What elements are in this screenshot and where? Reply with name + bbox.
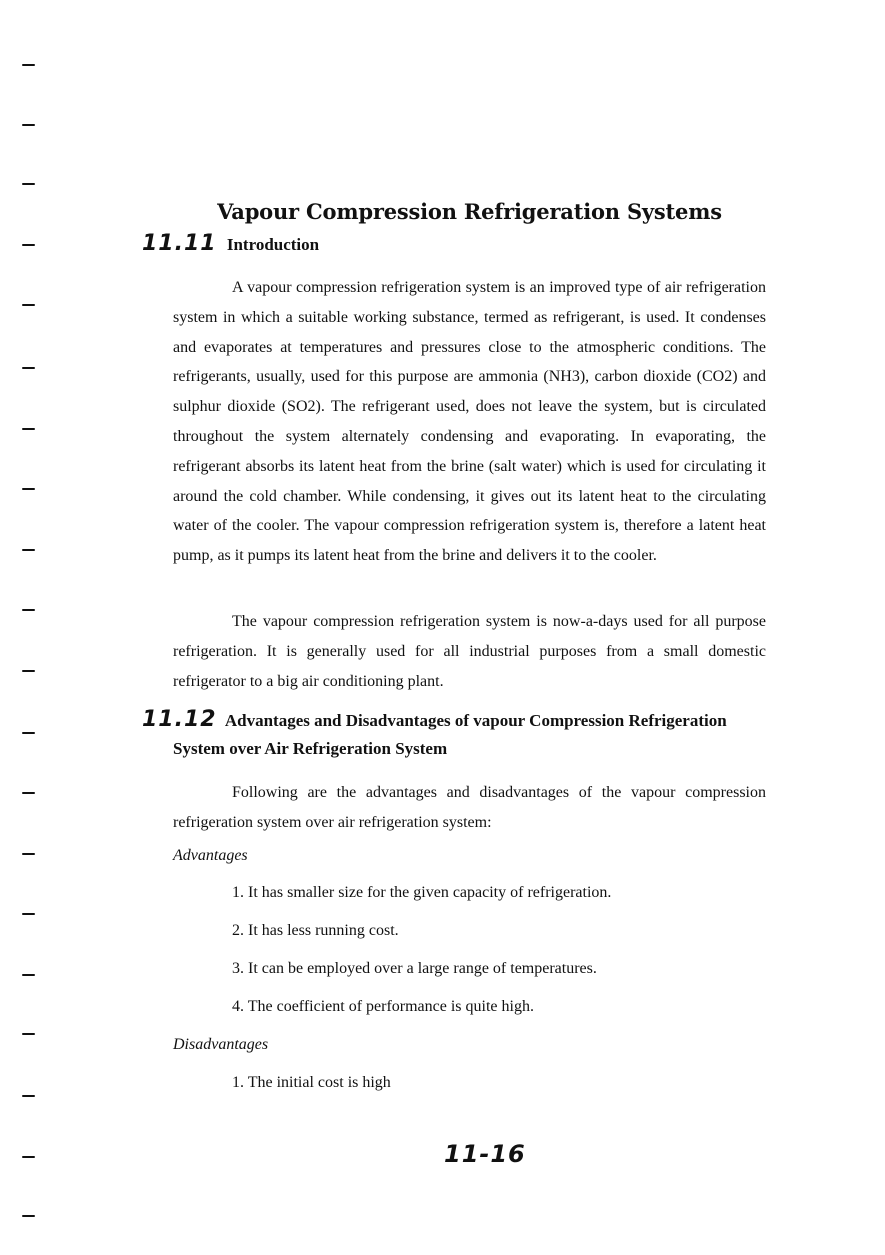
binding-mark — [22, 1033, 35, 1035]
binding-mark — [22, 1215, 35, 1217]
binding-mark — [22, 913, 35, 915]
section-heading-introduction — [142, 231, 319, 256]
binding-mark — [22, 974, 35, 976]
handwritten-section-number: 11.11 — [142, 231, 217, 256]
section-heading-text-line2: System over Air Refrigeration System — [173, 739, 448, 758]
binding-mark — [22, 244, 35, 246]
advantage-item: 4. The coefficient of performance is quite high. — [232, 998, 534, 1015]
binding-mark — [22, 64, 35, 66]
binding-mark — [22, 792, 35, 794]
binding-mark — [22, 304, 35, 306]
binding-mark — [22, 367, 35, 369]
advantages-intro-paragraph: Following are the advantages and disadvantages of the vapour compression refrigeration system over air refrigeration system: — [173, 784, 766, 831]
intro-paragraph-1: A vapour compression refrigeration system is an improved type of air refrigeration system in which a suitable working substance, termed as refrigerant, is used. It condenses and evaporates at temperatures and pressures close to the atmospheric conditions. The refrigerants, usually, used for this purpose are ammonia (NH3), carbon dioxide (CO2) and sulphur dioxide (SO2). The refrigerant used, does not leave the system, but is circulated throughout the system alternately condensing and evaporating. In evaporating, the refrigerant absorbs its latent heat from the brine (salt water) which is used for circulating it around the cold chamber. While condensing, it gives out its latent heat to the circulating water of the cooler. The vapour compression refrigeration system is, therefore a latent heat pump, as it pumps its latent heat from the brine and delivers it to the cooler. — [173, 279, 766, 565]
intro-paragraph-2: The vapour compression refrigeration system is now-a-days used for all purpose refrigeration. It is generally used for all industrial purposes from a small domestic refrigerator to a big air conditioning plant. — [173, 613, 766, 690]
advantage-item: 1. It has smaller size for the given capacity of refrigeration. — [232, 884, 612, 901]
binding-mark — [22, 428, 35, 430]
page-title: Vapour Compression Refrigeration Systems — [217, 199, 722, 224]
binding-mark — [22, 670, 35, 672]
binding-mark — [22, 609, 35, 611]
binding-mark — [22, 1156, 35, 1158]
advantage-item: 2. It has less running cost. — [232, 922, 399, 939]
binding-mark — [22, 488, 35, 490]
binding-mark — [22, 1095, 35, 1097]
advantages-label: Advantages — [173, 847, 248, 864]
section-heading-text: Introduction — [226, 235, 320, 254]
section-heading-advantages — [142, 707, 727, 732]
binding-mark — [22, 853, 35, 855]
disadvantages-label: Disadvantages — [173, 1036, 269, 1053]
binding-mark — [22, 183, 35, 185]
handwritten-page-number: 11-16 — [444, 1140, 526, 1168]
binding-mark — [22, 549, 35, 551]
disadvantage-item: 1. The initial cost is high — [232, 1074, 391, 1091]
handwritten-section-number: 11.12 — [142, 707, 217, 732]
binding-mark — [22, 124, 35, 126]
section-heading-text-line1: Advantages and Disadvantages of vapour Compression Refrigeration — [224, 711, 727, 730]
binding-mark — [22, 732, 35, 734]
advantage-item: 3. It can be employed over a large range of temperatures. — [232, 960, 597, 977]
